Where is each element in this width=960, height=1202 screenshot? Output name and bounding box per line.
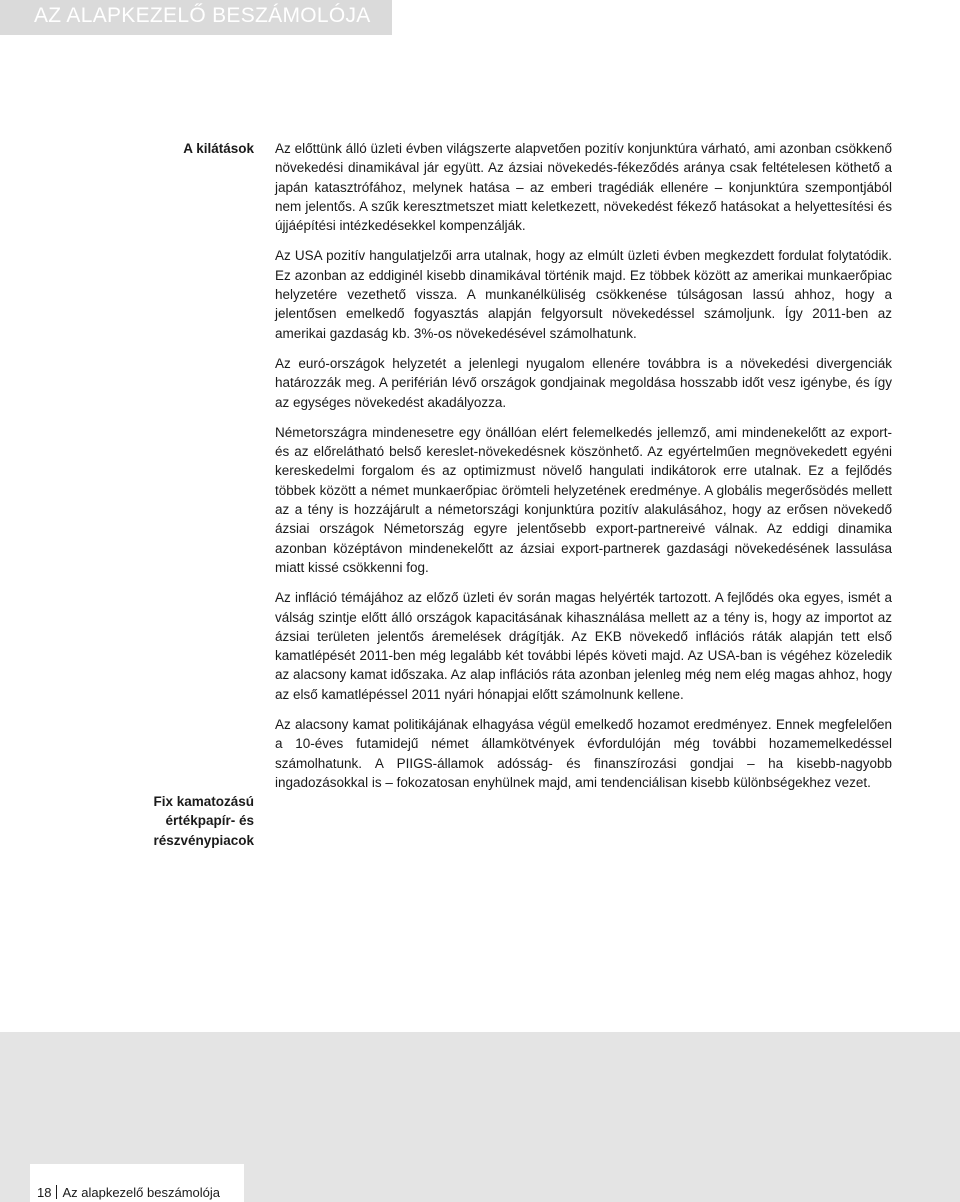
paragraph-outlook-2: Az USA pozitív hangulatjelzői arra utalnak, hogy az elmúlt üzleti évben megkezdett fordulat folytatódik. Ez azonban az eddiginél kisebb dinamikával történik majd. Ez többek között az amerikai munkaerőpiac helyzetére vezethető vissza. A munkanélküliség csökkenése túlságosan lassú ahhoz, hogy a jelentősen emelkedő fogyasztás alapján felgyorsult növekedéssel számoljunk. Így 2011-ben az amerikai gazdaság kb. 3%-os növekedésével számolhatunk.	[275, 248, 892, 341]
section-heading-outlook: A kilátások	[183, 141, 254, 156]
paragraph-outlook-5: Az infláció témájához az előző üzleti év során magas helyérték tartozott. A fejlődés oka egyes, ismét a válság szintje előtt álló országok kapacitásának kihasználása mellett az a tény is, hogy az importot az ázsiai területen jelentős áremelések drágítják. Az EKB növekedő inflációs ráták alapján tett első kamatlépését 2011-ben még legalább két további lépés követi majd. Az USA-ban is végéhez közeledik az alacsony kamat időszaka. Az alap inflációs ráta azonban jelenleg még nem elég magas ahhoz, hogy az első kamatlépéssel 2011 nyári hónapjai előtt számolnunk kellene.	[275, 590, 892, 702]
footer-separator	[56, 1185, 57, 1199]
paragraph-outlook-4: Németországra mindenesetre egy önállóan elért felemelkedés jellemző, ami mindenekelőtt az export- és az előrelátható belső kereslet-növekedésnek köszönhető. Az egyértelműen megnövekedett egyéni kereskedelmi forgalom és az optimizmust növelő hangulati indikátorok erre utalnak. Ez a fejlődés többek között a német munkaerőpiac örömteli helyzetének eredménye. A globális megerősödés mellett az a tény is hozzájárult a németországi konjunktúra pozitív alakulásához, hogy az erősen növekedő ázsiai országok Németország egyre jelentősebb export-partnereivé válnak. Az eddigi dinamika azonban középtávon mindenekelőtt az ázsiai export-partnerek gazdasági növekedésének lassulása miatt kissé csökkenni fog.	[275, 424, 892, 575]
main-text-column	[275, 139, 892, 803]
section-heading-fixed-income-equity: Fix kamatozású értékpapír- és részvénypiacok	[153, 794, 254, 848]
page-footer	[37, 1185, 220, 1200]
paragraph-outlook-1: Az előttünk álló üzleti évben világszerte alapvetően pozitív konjunktúra várható, ami azonban csökkenő növekedési dinamikával jár együtt. Az ázsiai növekedés-fékeződés aránya csak feltételesen köthető a japán katasztrófához, melynek hatása – az emberi tragédiák ellenére – konjunktúra szempontjából nem jelentős. A szűk keresztmetszet miatt keletkezett, növekedést fékező hatásokat a helyettesítési és újjáépítési intézkedésekkel kompenzálják.	[275, 141, 892, 234]
page-header-title: AZ ALAPKEZELŐ BESZÁMOLÓJA	[34, 4, 371, 27]
page-header-band	[0, 0, 392, 35]
paragraph-markets-1: Az alacsony kamat politikájának elhagyása végül emelkedő hozamot eredményez. Ennek megfelelően a 10-éves futamidejű német államkötvények évfordulóján még további hozamemelkedéssel számolhatunk. A PIIGS-államok adósság- és finanszírozási gondjai – ha kisebb-nagyobb ingadozásokkal is – fokozatosan enyhülnek majd, ami tendenciálisan kisebb különbségekhez vezet.	[275, 717, 892, 790]
page-number: 18	[37, 1185, 52, 1200]
paragraph-outlook-3: Az euró-országok helyzetét a jelenlegi nyugalom ellenére továbbra is a növekedési divergenciák határozzák meg. A periférián lévő országok gondjainak megoldása hosszabb időt vesz igénybe, és így az egységes növekedést akadályozza.	[275, 355, 892, 410]
footer-label: Az alapkezelő beszámolója	[62, 1185, 221, 1200]
